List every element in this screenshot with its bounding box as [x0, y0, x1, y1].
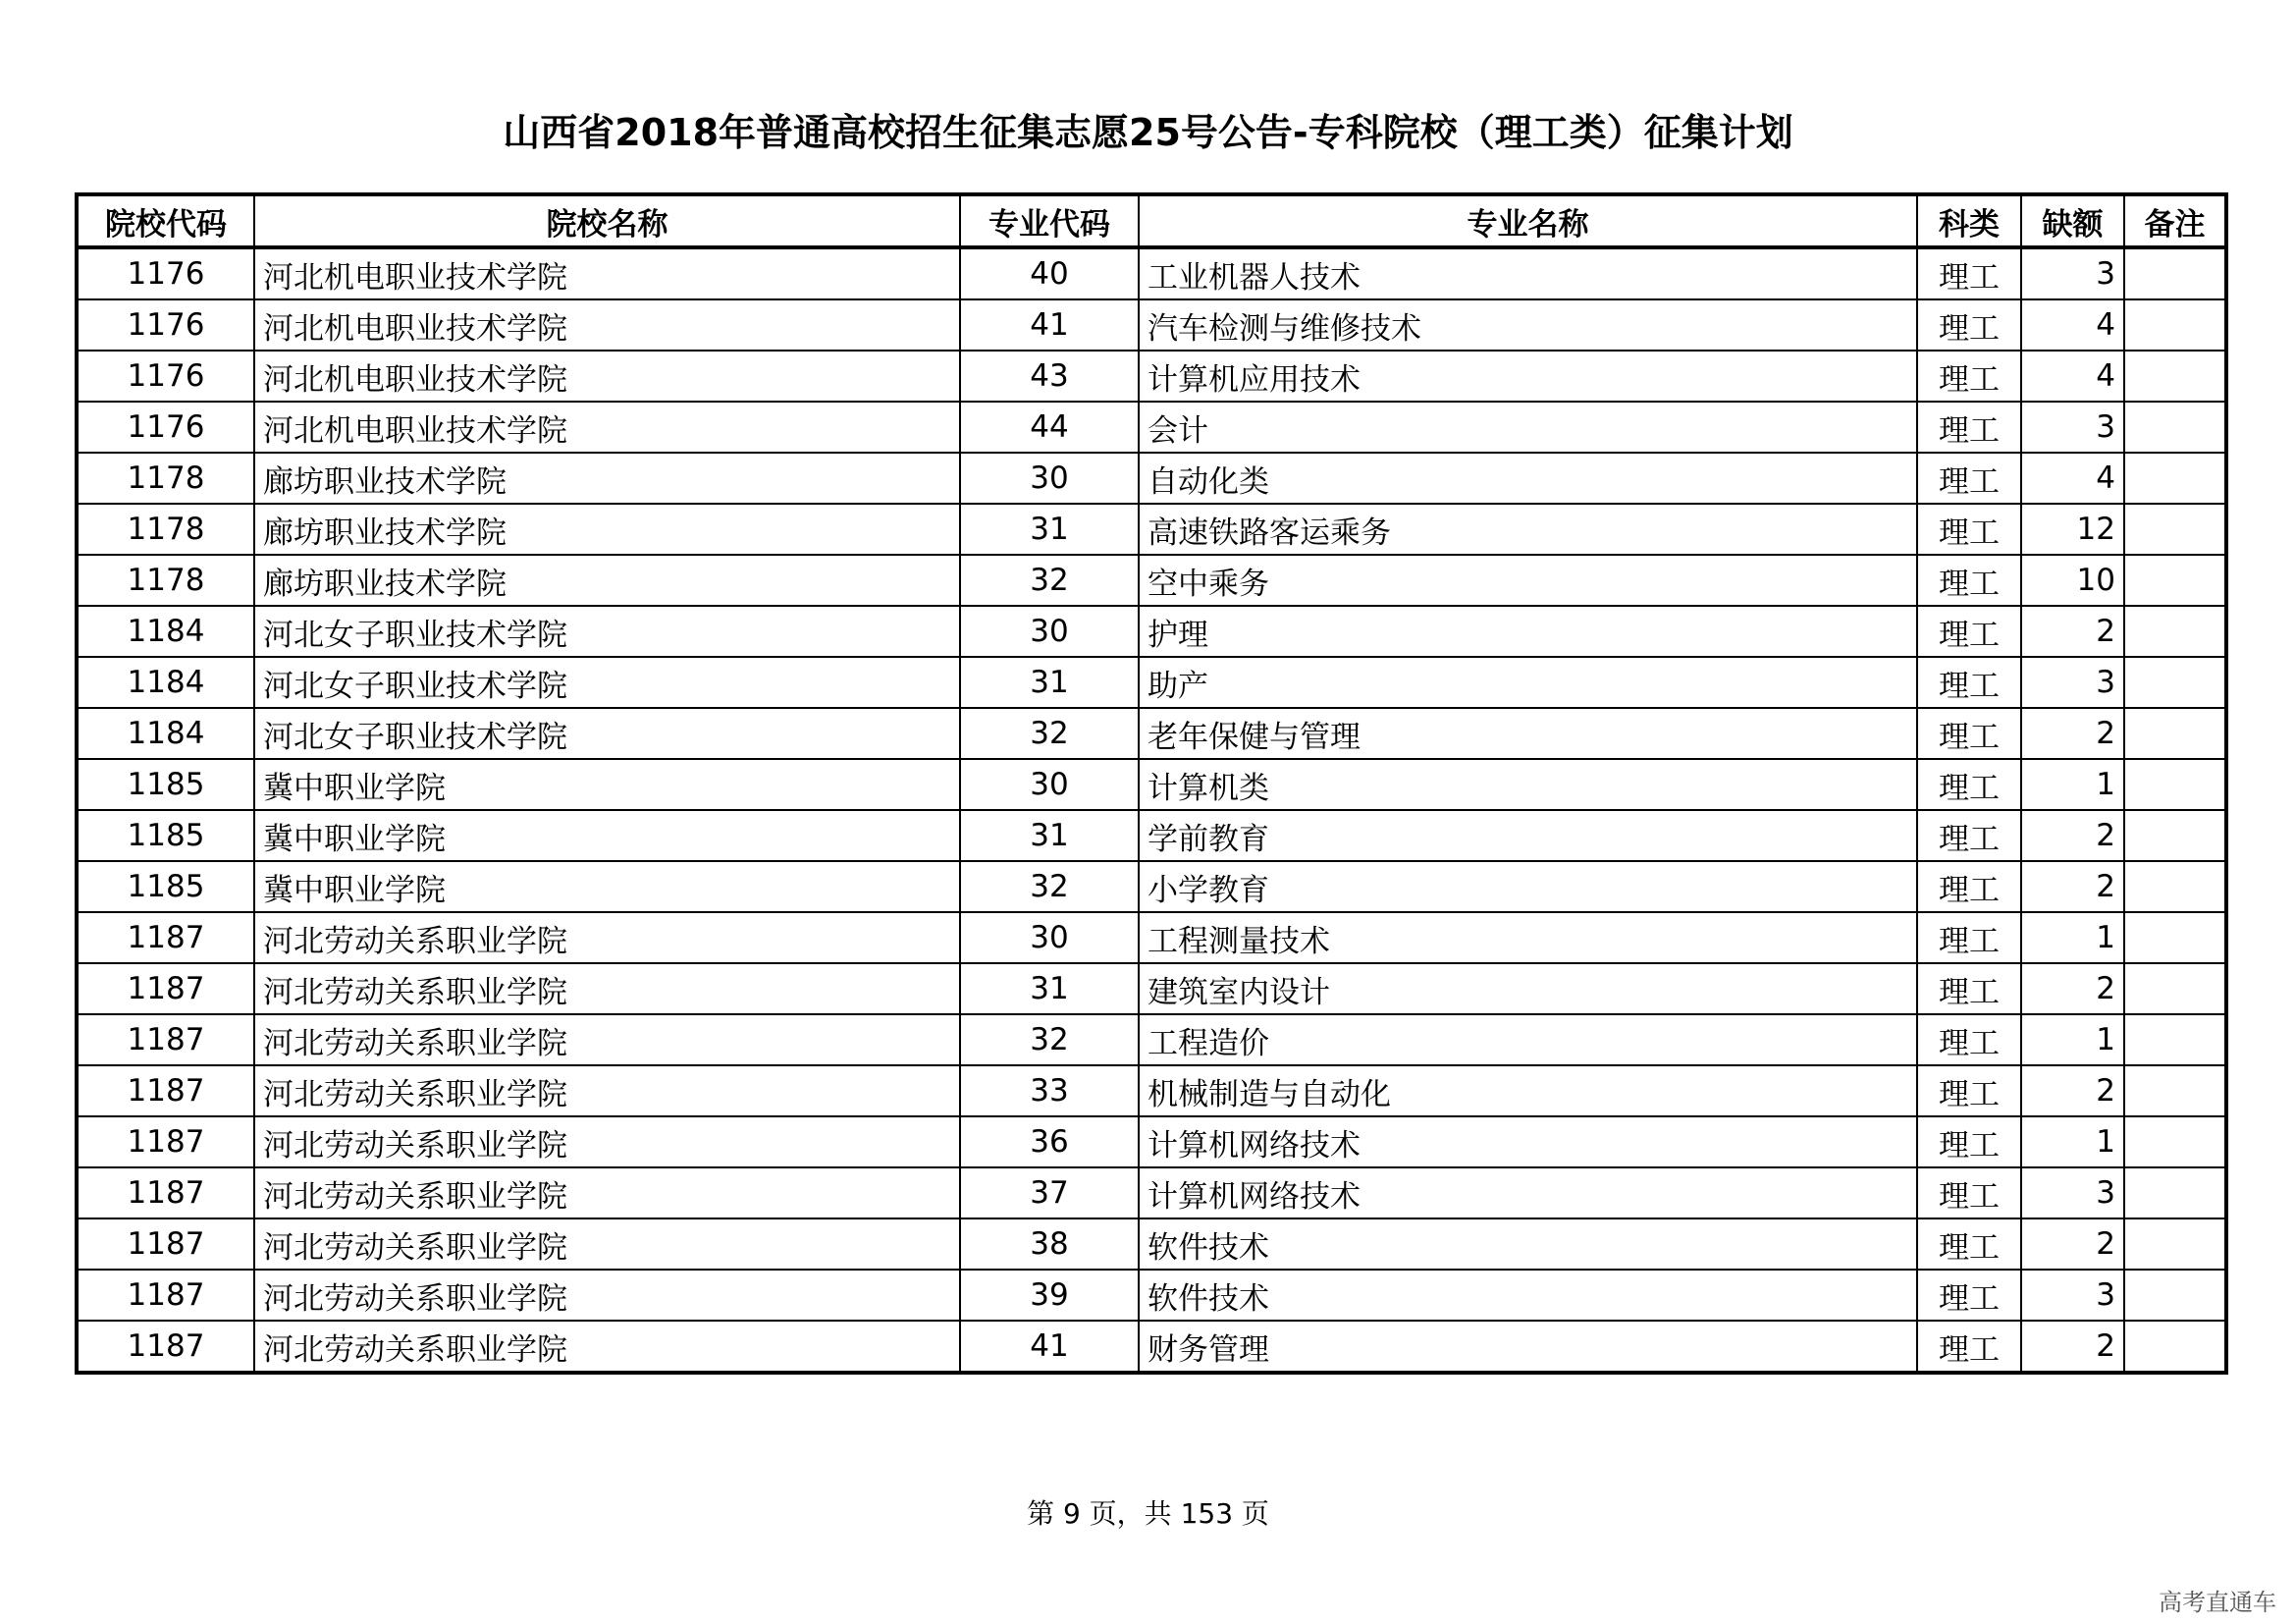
school-code-cell: 1185	[77, 810, 254, 861]
table-row	[77, 453, 2226, 504]
subject-type-cell: 理工	[1917, 1014, 2021, 1065]
table-row	[77, 402, 2226, 453]
major-name-cell: 护理	[1139, 606, 1917, 657]
remarks-cell	[2124, 606, 2226, 657]
major-name-cell: 建筑室内设计	[1139, 963, 1917, 1014]
major-name-cell: 机械制造与自动化	[1139, 1065, 1917, 1116]
quota-cell: 2	[2021, 1321, 2124, 1373]
remarks-cell	[2124, 1167, 2226, 1218]
major-code-cell: 33	[960, 1065, 1139, 1116]
subject-type-cell: 理工	[1917, 708, 2021, 759]
table-row	[77, 1014, 2226, 1065]
header-school-name: 院校名称	[254, 194, 960, 247]
school-code-cell: 1187	[77, 1270, 254, 1321]
subject-type-cell: 理工	[1917, 555, 2021, 606]
quota-cell: 1	[2021, 1014, 2124, 1065]
table-row	[77, 1218, 2226, 1270]
major-name-cell: 软件技术	[1139, 1270, 1917, 1321]
subject-type-cell: 理工	[1917, 351, 2021, 402]
major-code-cell: 32	[960, 708, 1139, 759]
header-major-name: 专业名称	[1139, 194, 1917, 247]
major-code-cell: 43	[960, 351, 1139, 402]
header-quota: 缺额	[2021, 194, 2124, 247]
major-name-cell: 会计	[1139, 402, 1917, 453]
school-name-cell: 河北女子职业技术学院	[254, 606, 960, 657]
page-footer: 第 9 页，共 153 页	[1027, 1497, 1269, 1530]
quota-cell: 2	[2021, 810, 2124, 861]
major-name-cell: 计算机网络技术	[1139, 1116, 1917, 1167]
table-header-row	[77, 194, 2226, 247]
school-code-cell: 1187	[77, 1167, 254, 1218]
subject-type-cell: 理工	[1917, 453, 2021, 504]
school-code-cell: 1176	[77, 351, 254, 402]
remarks-cell	[2124, 1218, 2226, 1270]
school-name-cell: 河北劳动关系职业学院	[254, 1065, 960, 1116]
remarks-cell	[2124, 247, 2226, 299]
quota-cell: 3	[2021, 247, 2124, 299]
school-name-cell: 河北女子职业技术学院	[254, 657, 960, 708]
header-subject-type: 科类	[1917, 194, 2021, 247]
remarks-cell	[2124, 555, 2226, 606]
table-row	[77, 1321, 2226, 1373]
school-name-cell: 河北劳动关系职业学院	[254, 963, 960, 1014]
school-code-cell: 1187	[77, 1116, 254, 1167]
table-row	[77, 504, 2226, 555]
table-row	[77, 963, 2226, 1014]
remarks-cell	[2124, 453, 2226, 504]
quota-cell: 10	[2021, 555, 2124, 606]
school-code-cell: 1178	[77, 504, 254, 555]
subject-type-cell: 理工	[1917, 1167, 2021, 1218]
quota-cell: 3	[2021, 1167, 2124, 1218]
school-name-cell: 河北机电职业技术学院	[254, 299, 960, 351]
remarks-cell	[2124, 299, 2226, 351]
table-row	[77, 1116, 2226, 1167]
table-row	[77, 759, 2226, 810]
school-code-cell: 1187	[77, 1014, 254, 1065]
quota-cell: 2	[2021, 1218, 2124, 1270]
school-name-cell: 冀中职业学院	[254, 810, 960, 861]
header-school-code: 院校代码	[77, 194, 254, 247]
major-code-cell: 37	[960, 1167, 1139, 1218]
school-code-cell: 1176	[77, 402, 254, 453]
quota-cell: 1	[2021, 912, 2124, 963]
table-row	[77, 351, 2226, 402]
quota-cell: 3	[2021, 657, 2124, 708]
table-body	[77, 247, 2226, 1373]
subject-type-cell: 理工	[1917, 1218, 2021, 1270]
school-name-cell: 廊坊职业技术学院	[254, 555, 960, 606]
quota-cell: 4	[2021, 299, 2124, 351]
remarks-cell	[2124, 912, 2226, 963]
school-name-cell: 河北女子职业技术学院	[254, 708, 960, 759]
table-row	[77, 810, 2226, 861]
major-name-cell: 软件技术	[1139, 1218, 1917, 1270]
subject-type-cell: 理工	[1917, 810, 2021, 861]
quota-cell: 2	[2021, 1065, 2124, 1116]
table-row	[77, 1065, 2226, 1116]
major-code-cell: 44	[960, 402, 1139, 453]
quota-cell: 2	[2021, 708, 2124, 759]
school-name-cell: 河北劳动关系职业学院	[254, 1321, 960, 1373]
major-code-cell: 39	[960, 1270, 1139, 1321]
major-code-cell: 36	[960, 1116, 1139, 1167]
table-row	[77, 912, 2226, 963]
subject-type-cell: 理工	[1917, 606, 2021, 657]
school-name-cell: 廊坊职业技术学院	[254, 504, 960, 555]
major-name-cell: 空中乘务	[1139, 555, 1917, 606]
school-code-cell: 1176	[77, 299, 254, 351]
school-name-cell: 河北劳动关系职业学院	[254, 1218, 960, 1270]
remarks-cell	[2124, 351, 2226, 402]
major-code-cell: 30	[960, 759, 1139, 810]
quota-cell: 4	[2021, 453, 2124, 504]
remarks-cell	[2124, 1321, 2226, 1373]
major-name-cell: 计算机网络技术	[1139, 1167, 1917, 1218]
major-code-cell: 30	[960, 606, 1139, 657]
school-name-cell: 河北劳动关系职业学院	[254, 1167, 960, 1218]
remarks-cell	[2124, 810, 2226, 861]
school-name-cell: 河北劳动关系职业学院	[254, 1270, 960, 1321]
major-code-cell: 30	[960, 912, 1139, 963]
remarks-cell	[2124, 861, 2226, 912]
school-code-cell: 1187	[77, 963, 254, 1014]
major-code-cell: 41	[960, 1321, 1139, 1373]
quota-cell: 2	[2021, 606, 2124, 657]
header-remarks: 备注	[2124, 194, 2226, 247]
remarks-cell	[2124, 1014, 2226, 1065]
school-code-cell: 1178	[77, 555, 254, 606]
major-name-cell: 计算机类	[1139, 759, 1917, 810]
remarks-cell	[2124, 504, 2226, 555]
major-code-cell: 30	[960, 453, 1139, 504]
major-code-cell: 31	[960, 963, 1139, 1014]
school-code-cell: 1185	[77, 861, 254, 912]
quota-cell: 12	[2021, 504, 2124, 555]
school-code-cell: 1187	[77, 1218, 254, 1270]
major-code-cell: 32	[960, 555, 1139, 606]
subject-type-cell: 理工	[1917, 402, 2021, 453]
school-name-cell: 河北劳动关系职业学院	[254, 1014, 960, 1065]
quota-cell: 1	[2021, 759, 2124, 810]
major-name-cell: 小学教育	[1139, 861, 1917, 912]
major-name-cell: 工业机器人技术	[1139, 247, 1917, 299]
subject-type-cell: 理工	[1917, 912, 2021, 963]
subject-type-cell: 理工	[1917, 247, 2021, 299]
subject-type-cell: 理工	[1917, 299, 2021, 351]
table-row	[77, 299, 2226, 351]
remarks-cell	[2124, 708, 2226, 759]
school-code-cell: 1187	[77, 1321, 254, 1373]
school-name-cell: 河北劳动关系职业学院	[254, 1116, 960, 1167]
school-code-cell: 1184	[77, 606, 254, 657]
school-name-cell: 河北机电职业技术学院	[254, 247, 960, 299]
school-name-cell: 廊坊职业技术学院	[254, 453, 960, 504]
table-row	[77, 1270, 2226, 1321]
school-name-cell: 河北机电职业技术学院	[254, 402, 960, 453]
school-name-cell: 河北机电职业技术学院	[254, 351, 960, 402]
subject-type-cell: 理工	[1917, 759, 2021, 810]
page-title: 山西省2018年普通高校招生征集志愿25号公告-专科院校（理工类）征集计划	[503, 111, 1793, 154]
major-code-cell: 40	[960, 247, 1139, 299]
subject-type-cell: 理工	[1917, 963, 2021, 1014]
school-code-cell: 1187	[77, 912, 254, 963]
school-code-cell: 1176	[77, 247, 254, 299]
watermark: 高考直通车	[2159, 1589, 2276, 1616]
table-row	[77, 606, 2226, 657]
major-code-cell: 32	[960, 1014, 1139, 1065]
school-name-cell: 冀中职业学院	[254, 861, 960, 912]
major-name-cell: 计算机应用技术	[1139, 351, 1917, 402]
school-name-cell: 冀中职业学院	[254, 759, 960, 810]
subject-type-cell: 理工	[1917, 1116, 2021, 1167]
school-code-cell: 1187	[77, 1065, 254, 1116]
subject-type-cell: 理工	[1917, 504, 2021, 555]
major-name-cell: 工程造价	[1139, 1014, 1917, 1065]
remarks-cell	[2124, 657, 2226, 708]
remarks-cell	[2124, 1065, 2226, 1116]
remarks-cell	[2124, 1270, 2226, 1321]
school-code-cell: 1178	[77, 453, 254, 504]
major-code-cell: 41	[960, 299, 1139, 351]
subject-type-cell: 理工	[1917, 1065, 2021, 1116]
major-code-cell: 31	[960, 504, 1139, 555]
header-major-code: 专业代码	[960, 194, 1139, 247]
subject-type-cell: 理工	[1917, 861, 2021, 912]
table-row	[77, 861, 2226, 912]
remarks-cell	[2124, 1116, 2226, 1167]
major-name-cell: 助产	[1139, 657, 1917, 708]
major-name-cell: 工程测量技术	[1139, 912, 1917, 963]
table-row	[77, 555, 2226, 606]
remarks-cell	[2124, 402, 2226, 453]
quota-cell: 2	[2021, 963, 2124, 1014]
quota-cell: 3	[2021, 1270, 2124, 1321]
major-name-cell: 汽车检测与维修技术	[1139, 299, 1917, 351]
major-name-cell: 高速铁路客运乘务	[1139, 504, 1917, 555]
table-row	[77, 247, 2226, 299]
major-code-cell: 31	[960, 810, 1139, 861]
major-name-cell: 财务管理	[1139, 1321, 1917, 1373]
quota-cell: 3	[2021, 402, 2124, 453]
quota-cell: 4	[2021, 351, 2124, 402]
major-name-cell: 自动化类	[1139, 453, 1917, 504]
quota-cell: 2	[2021, 861, 2124, 912]
major-name-cell: 老年保健与管理	[1139, 708, 1917, 759]
school-code-cell: 1184	[77, 708, 254, 759]
remarks-cell	[2124, 963, 2226, 1014]
table-row	[77, 657, 2226, 708]
major-name-cell: 学前教育	[1139, 810, 1917, 861]
school-name-cell: 河北劳动关系职业学院	[254, 912, 960, 963]
enrollment-plan-table	[75, 192, 2228, 1375]
table-row	[77, 708, 2226, 759]
major-code-cell: 32	[960, 861, 1139, 912]
subject-type-cell: 理工	[1917, 1321, 2021, 1373]
school-code-cell: 1184	[77, 657, 254, 708]
subject-type-cell: 理工	[1917, 657, 2021, 708]
quota-cell: 1	[2021, 1116, 2124, 1167]
school-code-cell: 1185	[77, 759, 254, 810]
major-code-cell: 38	[960, 1218, 1139, 1270]
remarks-cell	[2124, 759, 2226, 810]
subject-type-cell: 理工	[1917, 1270, 2021, 1321]
major-code-cell: 31	[960, 657, 1139, 708]
table-row	[77, 1167, 2226, 1218]
